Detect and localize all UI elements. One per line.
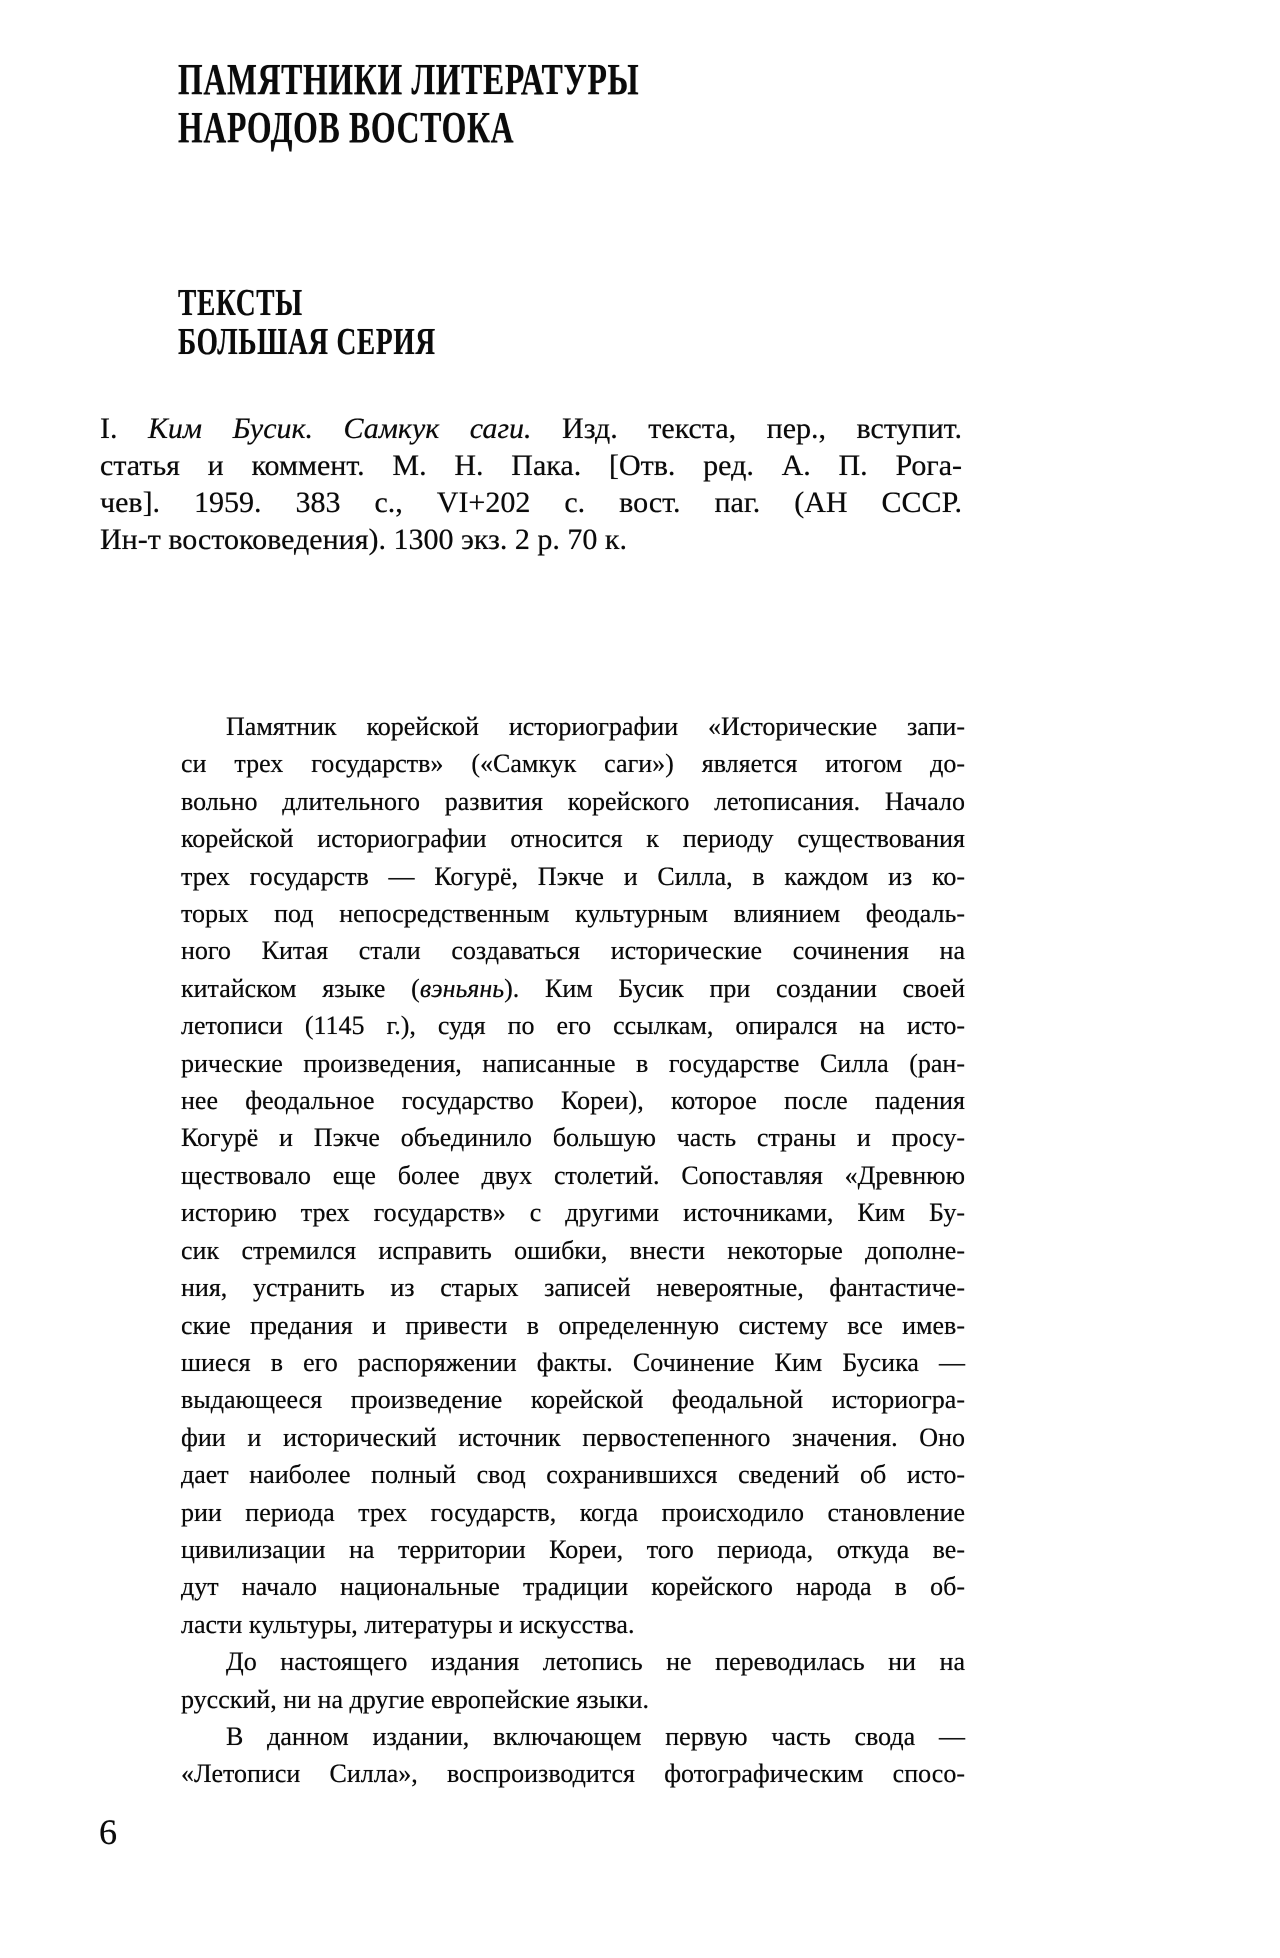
text-segment: сик стремился исправить ошибки, внести некоторые дополне-	[181, 1235, 965, 1265]
text-line	[181, 1269, 965, 1306]
italic-segment: вэньянь	[419, 973, 505, 1003]
text-segment: историю трех государств» с другими источниками, Ким Бу-	[181, 1198, 965, 1228]
text-segment: русский, ни на другие европейские языки.	[181, 1684, 650, 1714]
text-segment: Памятник корейской историографии «Исторические запи-	[226, 712, 965, 741]
paragraph	[100, 410, 962, 558]
page-number: 6	[99, 1812, 117, 1852]
text-line	[178, 323, 436, 362]
series-title	[178, 56, 639, 152]
text-line	[181, 1344, 965, 1381]
text-segment: I.	[100, 412, 148, 445]
text-line	[100, 521, 962, 558]
text-segment: трех государств — Когурё, Пэкче и Силла, в каждом из ко-	[181, 861, 965, 891]
text-line	[181, 1681, 965, 1718]
text-segment: ПАМЯТНИКИ ЛИТЕРАТУРЫ	[178, 55, 640, 104]
series-subtitle	[178, 284, 436, 362]
text-segment: В данном издании, включающем первую часть свода —	[226, 1721, 965, 1751]
text-segment: До настоящего издания летопись не переводилась ни на	[226, 1647, 965, 1677]
text-segment: ного Китая стали создаваться исторические сочинения на	[181, 936, 965, 966]
text-segment: выдающееся произведение корейской феодальной историогра-	[181, 1385, 965, 1415]
text-segment: рические произведения, написанные в государстве Силла (ран-	[181, 1048, 965, 1078]
text-line	[178, 104, 639, 152]
text-segment: дает наиболее полный свод сохранившихся сведений об исто-	[181, 1460, 965, 1490]
text-segment: ществовало еще более двух столетий. Сопоставляя «Древнюю	[181, 1160, 965, 1190]
text-segment: фии и исторический источник первостепенного значения. Оно	[181, 1422, 965, 1452]
text-line	[181, 1307, 965, 1344]
text-line	[181, 1643, 965, 1680]
text-line	[181, 1494, 965, 1531]
text-segment: Ин-т востоковедения). 1300 экз. 2 р. 70 к.	[100, 523, 627, 556]
text-line	[181, 1381, 965, 1418]
text-line	[181, 1456, 965, 1493]
text-segment: китайском языке (	[181, 973, 420, 1003]
text-segment: вольно длительного развития корейского летописания. Начало	[181, 786, 965, 816]
text-line	[181, 820, 965, 857]
bibliographic-entry	[100, 410, 962, 558]
text-line	[181, 932, 965, 969]
text-line	[100, 410, 962, 447]
text-segment: си трех государств» («Самкук саги») является итогом до-	[181, 749, 965, 779]
annotation-text	[181, 708, 965, 1793]
text-segment: ские предания и привести в определенную систему все имев-	[181, 1310, 965, 1340]
text-segment: шиеся в его распоряжении факты. Сочинение Ким Бусика —	[181, 1347, 965, 1377]
text-segment: статья и коммент. М. Н. Пака. [Отв. ред. А. П. Рога-	[100, 449, 962, 482]
text-line	[181, 1045, 965, 1082]
text-segment: ). Ким Бусик при создании своей	[504, 973, 966, 1003]
text-segment: Изд. текста, пер., вступит.	[531, 412, 962, 445]
text-segment: нее феодальное государство Кореи), которое после падения	[181, 1086, 965, 1116]
text-line	[181, 1194, 965, 1231]
text-line	[181, 1419, 965, 1456]
text-line	[181, 1082, 965, 1119]
text-line	[181, 708, 965, 745]
text-line	[181, 1755, 965, 1792]
text-line	[100, 447, 962, 484]
text-segment: ласти культуры, литературы и искусства.	[181, 1609, 635, 1639]
text-line	[181, 858, 965, 895]
text-line	[181, 745, 965, 782]
paragraph	[181, 708, 965, 1643]
text-segment: чев]. 1959. 383 с., VI+202 с. вост. паг. (АН СССР.	[100, 486, 962, 519]
text-segment: ния, устранить из старых записей невероятные, фантастиче-	[181, 1273, 965, 1303]
text-line	[181, 970, 965, 1007]
text-line	[181, 895, 965, 932]
text-line	[181, 1568, 965, 1605]
text-line	[181, 1606, 965, 1643]
text-line	[100, 484, 962, 521]
italic-segment: Ким Бусик. Самкук саги.	[148, 412, 532, 445]
text-line	[178, 284, 436, 323]
text-segment: БОЛЬШАЯ СЕРИЯ	[178, 321, 436, 363]
text-line	[181, 1157, 965, 1194]
text-segment: дут начало национальные традиции корейского народа в об-	[181, 1572, 965, 1602]
text-line	[181, 1232, 965, 1269]
text-line	[181, 1119, 965, 1156]
paragraph	[181, 1718, 965, 1793]
text-segment: НАРОДОВ ВОСТОКА	[178, 103, 515, 152]
text-segment: летописи (1145 г.), судя по его ссылкам, опирался на исто-	[181, 1011, 965, 1041]
text-line	[181, 1531, 965, 1568]
text-line	[181, 783, 965, 820]
text-segment: ТЕКСТЫ	[178, 282, 303, 324]
text-line	[178, 56, 639, 104]
text-segment: торых под непосредственным культурным влиянием феодаль-	[181, 899, 965, 929]
text-line	[181, 1007, 965, 1044]
text-segment: рии периода трех государств, когда происходило становление	[181, 1497, 965, 1527]
text-segment: корейской историографии относится к периоду существования	[181, 824, 965, 854]
text-segment: «Летописи Силла», воспроизводится фотографическим спосо-	[181, 1759, 965, 1789]
paragraph	[181, 1643, 965, 1718]
text-segment: цивилизации на территории Кореи, того периода, откуда ве-	[181, 1534, 965, 1564]
text-segment: Когурё и Пэкче объединило большую часть страны и просу-	[181, 1123, 965, 1153]
text-line	[181, 1718, 965, 1755]
